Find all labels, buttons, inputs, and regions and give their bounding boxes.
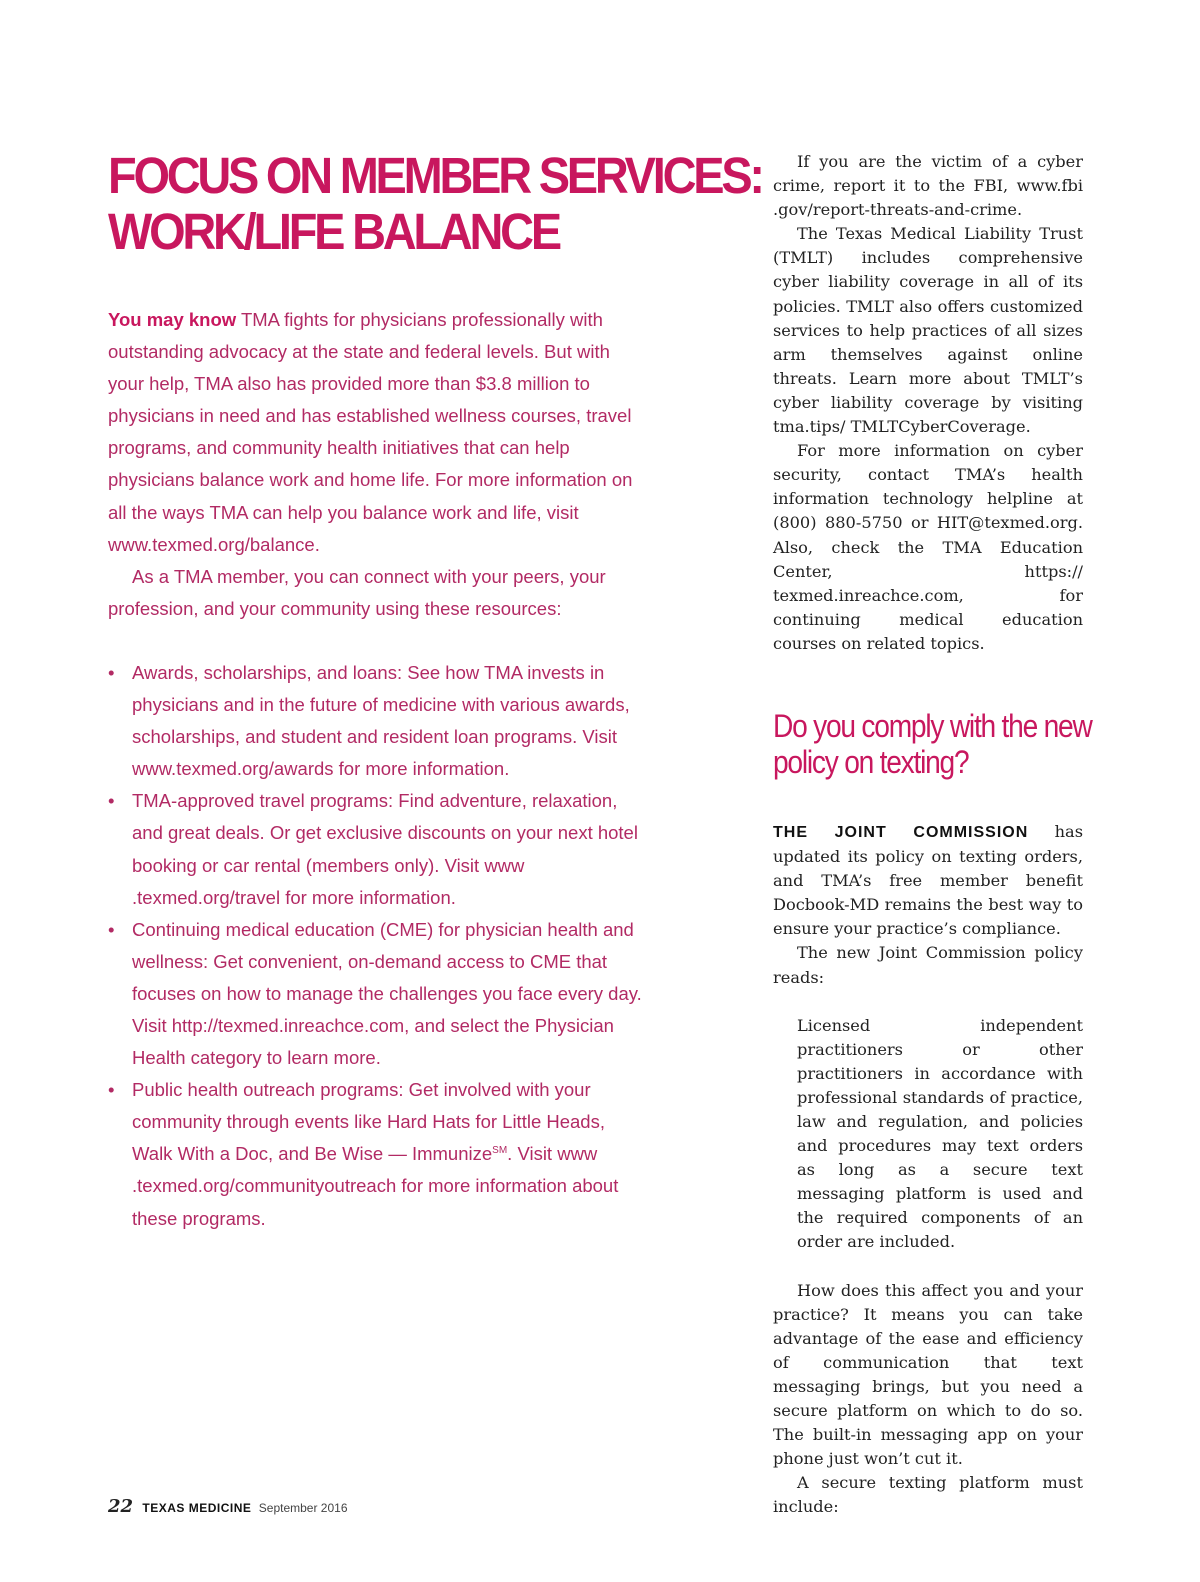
subheading-line-2: policy on texting? — [773, 743, 969, 780]
page-footer — [108, 1496, 348, 1517]
cyber-crime-paragraph: If you are the victim of a cyber crime, report it to the FBI, www.fbi .gov/report-threats-and-crime. — [773, 152, 1083, 220]
tmlt-paragraph: The Texas Medical Liability Trust (TMLT) includes comprehensive cyber liability coverage in all of its policies. TMLT also offers customized services to help practices of all sizes arm themselves against online threats. Learn more about TMLT’s cyber liability coverage by visiting tma.tips/ TMLTCyberCoverage. — [773, 224, 1083, 437]
bullet-icon: • — [108, 918, 115, 940]
intro-body: TMA fights for physicians professionally with outstanding advocacy at the state and federal levels. But with your help, TMA also has provided more than $3.8 million to physicians in need and has established wellness courses, travel programs, and community health initiatives that can help physicians balance work and home life. For more information on all the ways TMA can help you balance work and life, visit www.texmed.org/balance. — [108, 309, 633, 555]
intro-paragraph — [108, 304, 643, 561]
headline — [108, 147, 762, 260]
subheading-line-1: Do you comply with the new — [773, 707, 1092, 744]
list-item — [108, 914, 643, 1074]
bullet-icon: • — [108, 661, 115, 683]
affect-paragraph: How does this affect you and your practice? It means you can take advantage of the ease and efficiency of communication that text messaging brings, but you need a secure platform on which to do so. The built-in messaging app on your phone just won’t cut it. — [773, 1280, 1083, 1469]
list-item — [108, 1074, 643, 1234]
right-column — [773, 150, 1092, 1520]
list-item-text: Public health outreach programs: Get involved with your community through events like Hard Hats for Little Heads, Walk With a Doc, and Be Wise — Immunize — [132, 1079, 605, 1165]
list-item — [108, 657, 643, 785]
policy-intro-paragraph: The new Joint Commission policy reads: — [773, 943, 1083, 987]
list-item-text: Continuing medical education (CME) for physician health and wellness: Get convenient, on-demand access to CME that focuses on how to manage the challenges you face every day. Visit http://texmed.inreachce.com, and select the Physician Health category to learn more. — [132, 918, 642, 1069]
policy-quote-text: Licensed independent practitioners or other practitioners in accordance with professional standards of practice, law and regulation, and policies and procedures may text orders as long as a secure text messaging platform is used and the required components of an order are included. — [797, 1015, 1083, 1252]
resource-list — [108, 657, 643, 1235]
cyber-security-paragraph: For more information on cyber security, contact TMA’s health information technology helpline at (800) 880-5750 or HIT@texmed.org. Also, check the TMA Education Center, https:// texmed.inreachce.com, for continuing medical education courses on related topics. — [773, 441, 1083, 653]
joint-commission-paragraph — [773, 820, 1083, 941]
bullet-icon: • — [108, 790, 115, 812]
page-number: 22 — [108, 1496, 134, 1517]
policy-quote — [797, 1014, 1083, 1255]
issue-date: September 2016 — [258, 1501, 348, 1515]
bullet-icon: • — [108, 1079, 115, 1101]
list-item-text: Awards, scholarships, and loans: See how TMA invests in physicians and in the future of medicine with various awards, scholarships, and student and resident loan programs. Visit www.texmed.org/awards for more information. — [132, 661, 630, 780]
list-item-text: TMA-approved travel programs: Find adventure, relaxation, and great deals. Or get exclusive discounts on your next hotel booking or car rental (members only). Visit www .texmed.org/travel for more information. — [132, 790, 638, 908]
joint-commission-lead: THE JOINT COMMISSION — [773, 823, 1029, 841]
texting-subheading — [773, 707, 1092, 780]
resources-paragraph: As a TMA member, you can connect with your peers, your profession, and your community using these resources: — [108, 565, 606, 619]
headline-line-1: FOCUS ON MEMBER SERVICES: — [108, 147, 762, 204]
left-column — [108, 147, 762, 1235]
service-mark: SM — [492, 1145, 508, 1157]
list-item-text-end: . Visit www .texmed.org/communityoutreach for more information about these programs. — [132, 1143, 619, 1229]
headline-line-2: WORK/LIFE BALANCE — [108, 203, 559, 260]
list-item — [108, 785, 643, 913]
intro-lead: You may know — [108, 309, 237, 330]
joint-commission-body: has updated its policy on texting orders, and TMA’s free member benefit Docbook-MD remains the best way to ensure your practice’s compliance. — [773, 821, 1083, 939]
platform-paragraph: A secure texting platform must include: — [773, 1473, 1083, 1517]
magazine-name: TEXAS MEDICINE — [142, 1501, 252, 1515]
